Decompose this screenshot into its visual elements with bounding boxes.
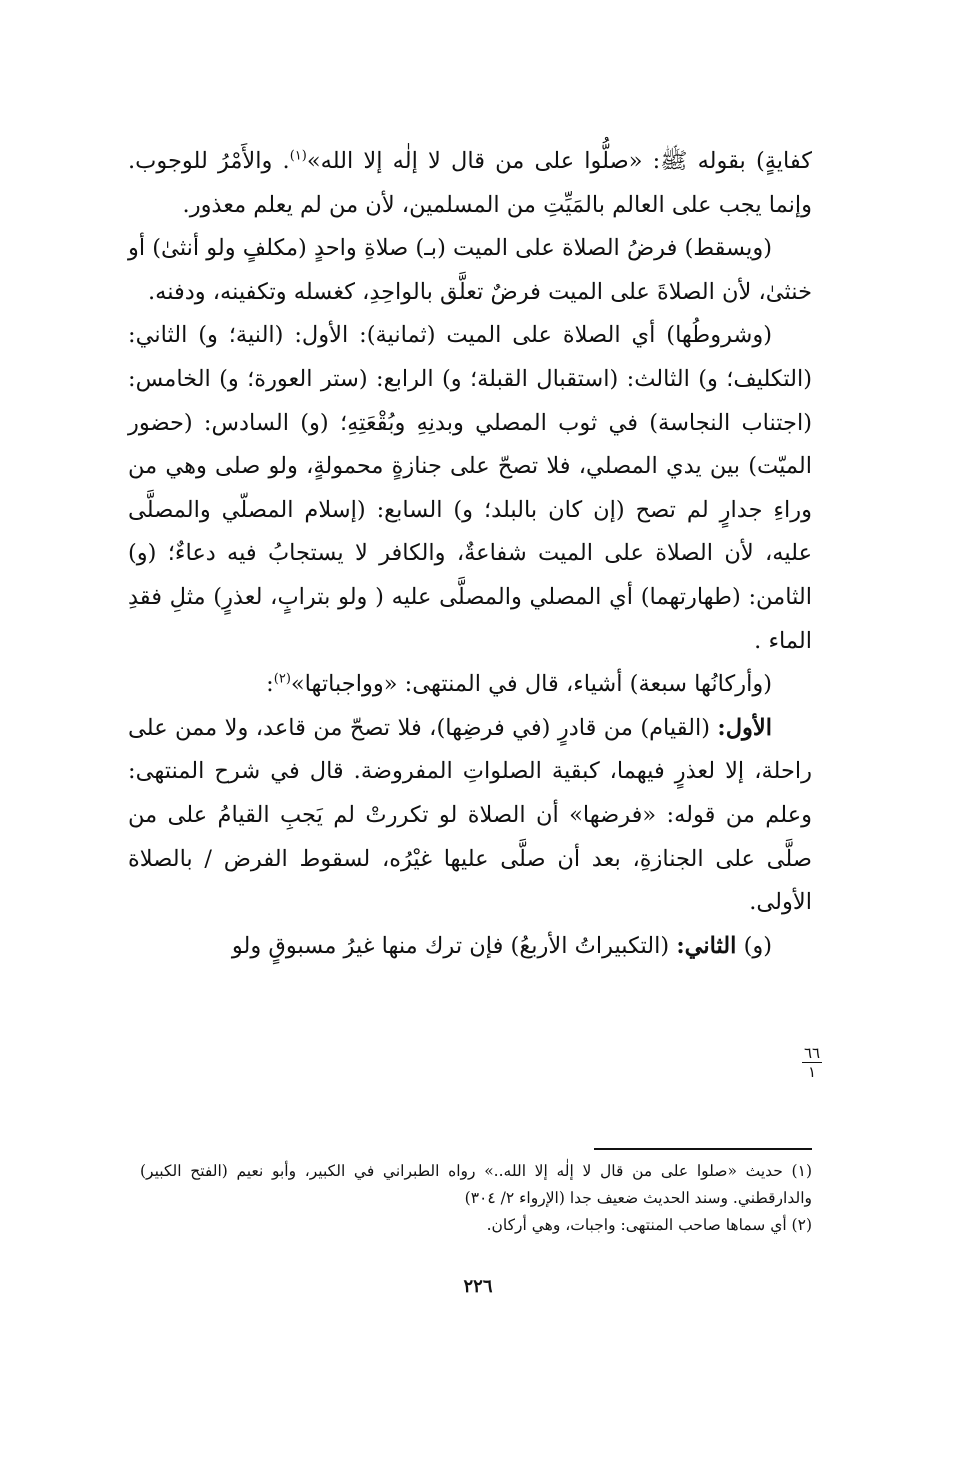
paragraph-5-label: الأول:: [717, 714, 772, 741]
main-text: [128, 140, 812, 968]
paragraph-4-text: (وأركانُها سبعة) أشياء، قال في المنتهى: «وواجباتها»: [290, 671, 772, 698]
page-number: ٢٢٦: [463, 1276, 493, 1297]
paragraph-5: [128, 707, 812, 925]
paragraph-6-label: الثاني:: [676, 932, 737, 959]
paragraph-5-text: (القيام) من قادرٍ (في فرضِها)، فلا تصحّ من قاعد، ولا ممن على راحلة، إلا لعذرٍ فيهما، كبقية الصلواتِ المفروضة. قال في شرح المنتهى: وعلم من قوله: «فرضها» أن الصلاة لو تكررتْ لم يَجبِ القيامُ على من صلَّى على الجنازةِ، بعد أن صلَّى عليها غيْرُه، لسقوط الفرض / بالصلاة الأولى.: [128, 714, 812, 916]
paragraph-2: (ويسقط) فرضُ الصلاة على الميت (بـ) صلاةِ واحدٍ (مكلفٍ ولو أنثىٰ) أو خنثىٰ، لأن الصلاةَ على الميت فرضٌ تعلَّق بالواحِدِ، كغسله وتكفينه، ودفنه.: [128, 235, 812, 305]
paragraph-1-part-b: . والأَمْرُ للوجوب. وإنما يجب على العالم بالمَيِّتِ من المسلمين، لأن من لم يعلم معذور.: [128, 148, 812, 218]
paragraph-4: [128, 663, 812, 707]
footnote-1: (١) حديث «صلوا على من قال لا إلٰه إلا الله..» رواه الطبراني في الكبير، وأبو نعيم (الفتح الكبير) والدارقطني. وسند الحديث ضعيف جدا (الإرواء ٢/ ٣٠٤): [140, 1162, 812, 1207]
footnote-separator: [594, 1148, 812, 1150]
margin-reference-top: ٦٦: [803, 1044, 821, 1062]
paragraph-6: [128, 925, 812, 969]
paragraph-6-prefix: (و): [736, 932, 772, 959]
margin-page-reference: [790, 1046, 834, 1079]
footnote-ref-1[interactable]: (١): [289, 148, 307, 164]
paragraph-1: [128, 140, 812, 227]
paragraph-1-part-a: كفايةٍ) بقوله ﷺ: «صلُّوا على من قال لا إلٰه إلا الله»: [306, 148, 813, 174]
margin-reference-bottom: ١: [807, 1063, 817, 1081]
paragraph-4-end: :: [266, 671, 274, 698]
footnotes: [140, 1158, 812, 1239]
paragraph-3: (وشروطُها) أي الصلاة على الميت (ثمانية): الأول: (النية؛ و) الثاني: (التكليف؛ و) الثالث: (استقبال القبلة؛ و) الرابع: (ستر العورة؛ و) الخامس: (اجتناب النجاسة) في ثوب المصلي وبدنِهِ وبُقْعَتِهِ؛ (و) السادس: (حضور الميّت) بين يدي المصلي، فلا تصحّ على جنازةٍ محمولةٍ، ولو صلى وهي من وراءِ جدارٍ لم تصح (إن كان بالبلد؛ و) السابع: (إسلام المصلّي والمصلَّى عليه، لأن الصلاة على الميت شفاعةٌ، والكافر لا يستجابُ فيه دعاءٌ؛ (و) الثامن: (طهارتهما) أي المصلي والمصلَّى عليه ( ولو بترابٍ، لعذرٍ) مثلِ فقدِ الماء .: [128, 322, 812, 654]
paragraph-6-text: (التكبيراتُ الأربعُ) فإن ترك منها غيرُ مسبوقٍ ولو: [231, 932, 677, 959]
footnote-ref-2[interactable]: (٢): [273, 671, 291, 687]
footnote-2: (٢) أي سماها صاحب المنتهى: واجبات، وهي أركان.: [486, 1216, 812, 1234]
